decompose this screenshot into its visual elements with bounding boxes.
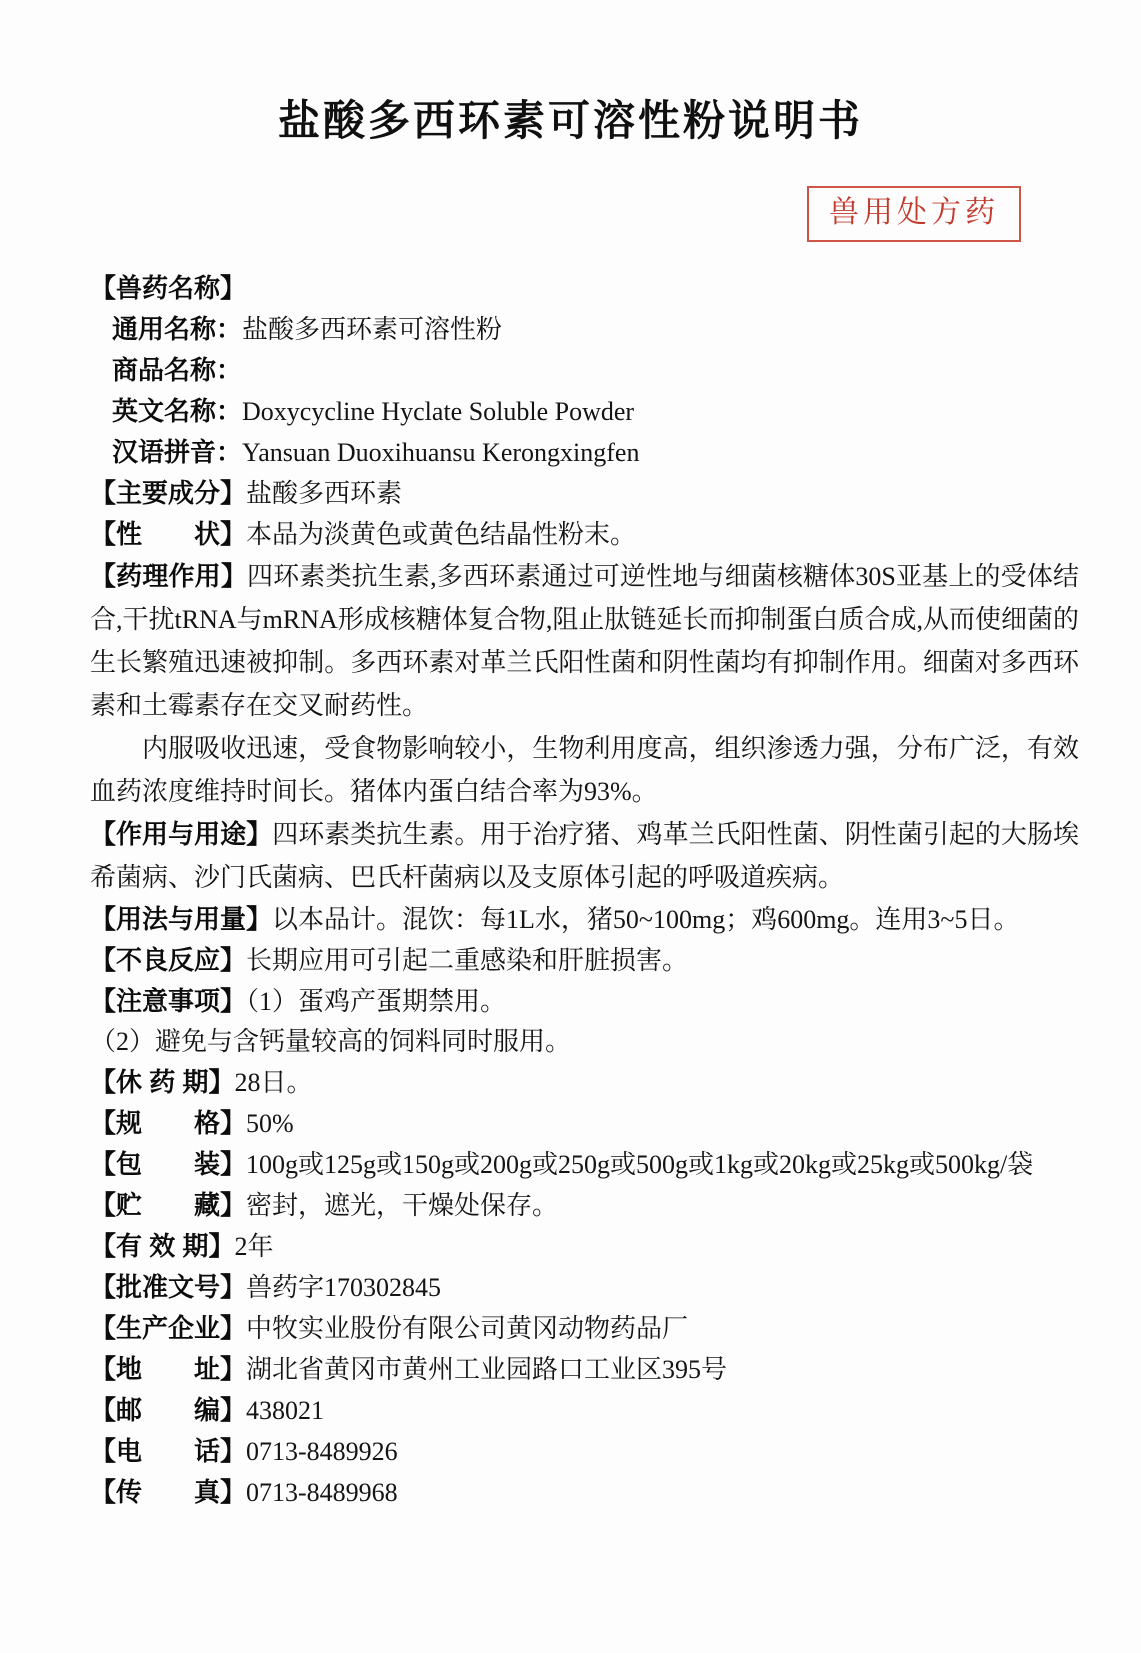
precautions-value-1: （1）蛋鸡产蛋期禁用。	[246, 987, 507, 1016]
shelf-life-label: 【有 效 期】	[90, 1231, 235, 1261]
field-packaging	[90, 1144, 1079, 1185]
field-english-name	[90, 391, 1079, 432]
english-name-label: 英文名称：	[112, 396, 243, 426]
trade-name-label: 商品名称：	[112, 355, 243, 385]
main-ingredients-label: 【主要成分】	[90, 478, 247, 508]
storage-label: 【贮 藏】	[90, 1190, 247, 1220]
field-approval-number	[90, 1267, 1079, 1308]
field-address	[90, 1349, 1079, 1390]
packaging-value: 100g或125g或150g或200g或250g或500g或1kg或20kg或25kg或500kg/袋	[246, 1150, 1034, 1179]
field-storage	[90, 1185, 1079, 1226]
field-description	[90, 514, 1079, 555]
english-name-value: Doxycycline Hyclate Soluble Powder	[242, 397, 635, 426]
generic-name-label: 通用名称：	[112, 314, 243, 344]
field-dosage	[90, 899, 1079, 940]
field-indications	[90, 813, 1079, 899]
storage-value: 密封，遮光，干燥处保存。	[246, 1191, 559, 1220]
address-label: 【地 址】	[90, 1354, 247, 1384]
approval-number-label: 【批准文号】	[90, 1272, 247, 1302]
pharmacology-value: 四环素类抗生素,多西环素通过可逆性地与细菌核糖体30S亚基上的受体结合,干扰tRNA与mRNA形成核糖体复合物,阻止肽链延长而抑制蛋白质合成,从而使细菌的生长繁殖迅速被抑制。多西环素对革兰氏阳性菌和阴性菌均有抑制作用。细菌对多西环素和土霉素存在交叉耐药性。	[90, 562, 1079, 720]
manufacturer-value: 中牧实业股份有限公司黄冈动物药品厂	[246, 1314, 689, 1343]
adverse-reactions-value: 长期应用可引起二重感染和肝脏损害。	[246, 946, 689, 975]
specification-value: 50%	[246, 1109, 294, 1138]
field-generic-name	[90, 309, 1079, 350]
section-drug-name	[90, 268, 1079, 309]
field-phone	[90, 1431, 1079, 1472]
packaging-label: 【包 装】	[90, 1149, 247, 1179]
fax-label: 【传 真】	[90, 1477, 247, 1507]
field-pharmacology	[90, 555, 1079, 727]
dosage-value: 以本品计。混饮：每1L水，猪50~100mg；鸡600mg。连用3~5日。	[272, 905, 1020, 934]
address-value: 湖北省黄冈市黄州工业园路口工业区395号	[246, 1355, 728, 1384]
adverse-reactions-label: 【不良反应】	[90, 945, 247, 975]
badge-row	[90, 186, 1079, 242]
postcode-label: 【邮 编】	[90, 1395, 247, 1425]
field-pinyin	[90, 432, 1079, 473]
field-trade-name	[90, 350, 1079, 391]
pinyin-value: Yansuan Duoxihuansu Kerongxingfen	[242, 438, 640, 467]
main-ingredients-value: 盐酸多西环素	[246, 479, 403, 508]
pinyin-label: 汉语拼音：	[112, 437, 243, 467]
pharmacology-continued-value: 内服吸收迅速，受食物影响较小，生物利用度高，组织渗透力强，分布广泛，有效血药浓度维持时间长。猪体内蛋白结合率为93%。	[90, 734, 1079, 806]
page-title: 盐酸多西环素可溶性粉说明书	[277, 97, 863, 144]
document-body	[90, 268, 1079, 1513]
withdrawal-period-value: 28日。	[234, 1068, 313, 1097]
prescription-badge: 兽用处方药	[807, 186, 1021, 242]
field-main-ingredients	[90, 473, 1079, 514]
precautions-label: 【注意事项】	[90, 986, 247, 1016]
manufacturer-label: 【生产企业】	[90, 1313, 247, 1343]
indications-label: 【作用与用途】	[90, 819, 273, 849]
field-adverse-reactions	[90, 940, 1079, 981]
field-precautions-2	[90, 1022, 1079, 1062]
shelf-life-value: 2年	[234, 1232, 274, 1261]
phone-value: 0713-8489926	[246, 1437, 398, 1466]
generic-name-value: 盐酸多西环素可溶性粉	[242, 315, 503, 344]
field-specification	[90, 1103, 1079, 1144]
specification-label: 【规 格】	[90, 1108, 247, 1138]
field-manufacturer	[90, 1308, 1079, 1349]
field-precautions	[90, 981, 1079, 1022]
field-postcode	[90, 1390, 1079, 1431]
dosage-label: 【用法与用量】	[90, 904, 273, 934]
field-withdrawal-period	[90, 1062, 1079, 1103]
field-shelf-life	[90, 1226, 1079, 1267]
field-fax	[90, 1472, 1079, 1513]
drug-name-header: 【兽药名称】	[90, 273, 247, 303]
description-label: 【性 状】	[90, 519, 247, 549]
approval-number-value: 兽药字170302845	[246, 1273, 442, 1302]
precautions-value-2: （2）避免与含钙量较高的饲料同时服用。	[90, 1027, 572, 1056]
indications-value: 四环素类抗生素。用于治疗猪、鸡革兰氏阳性菌、阴性菌引起的大肠埃希菌病、沙门氏菌病、巴氏杆菌病以及支原体引起的呼吸道疾病。	[90, 820, 1079, 892]
postcode-value: 438021	[246, 1396, 325, 1425]
phone-label: 【电 话】	[90, 1436, 247, 1466]
fax-value: 0713-8489968	[246, 1478, 398, 1507]
field-pharmacology-continued	[90, 727, 1079, 813]
description-value: 本品为淡黄色或黄色结晶性粉末。	[246, 520, 637, 549]
withdrawal-period-label: 【休 药 期】	[90, 1067, 235, 1097]
pharmacology-label: 【药理作用】	[90, 561, 247, 591]
